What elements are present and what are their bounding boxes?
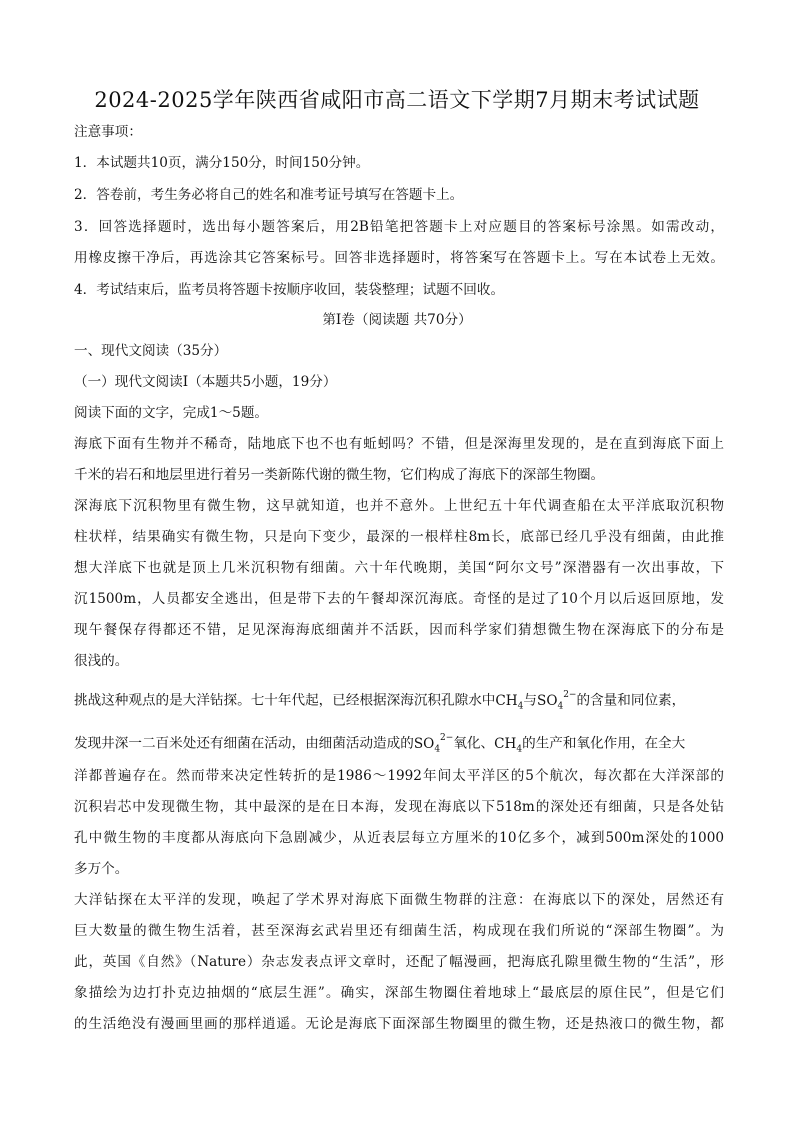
- para-1-line-1: 海底下面有生物并不稀奇，陆地底下也不也有蚯蚓吗？不错，但是深海里发现的，是在直到海底下面上: [74, 436, 724, 452]
- para-2-line-6: 很浅的。: [74, 653, 129, 669]
- para-3-line-2-text-c: 的生产和氧化作用，在全大: [522, 735, 686, 752]
- para-1-line-2: 千米的岩石和地层里进行着另一类新陈代谢的微生物，它们构成了海底下的深部生物圈。: [74, 467, 605, 483]
- para-3-line-2: [74, 730, 724, 759]
- notice-heading: 注意事项：: [74, 124, 142, 140]
- para-3-line-2-text-a: 发现井深一二百米处还有细菌在活动，由细菌活动造成的: [74, 735, 414, 752]
- para-2-line-5: 现午餐保存得都还不错，足见深海海底细菌并不活跃，因而科学家们猜想微生物在深海底下的分布是: [74, 622, 724, 638]
- para-2-line-4: 沉1500m，人员都安全逃出，但是带下去的午餐却深沉海底。奇怪的是过了10个月以后返回原地，发: [74, 591, 724, 607]
- formula-ch4: $CH_4$: [494, 735, 523, 755]
- para-3-line-4: 沉积岩芯中发现微生物，其中最深的是在日本海，发现在海底以下518m的深处还有细菌，只是各处钻: [74, 799, 724, 815]
- formula-so4: $SO_4^{2-}$: [537, 690, 577, 712]
- notice-item-1: 1．本试题共10页，满分150分，时间150分钟。: [74, 155, 370, 171]
- formula-ch4: $CH_4$: [495, 692, 524, 712]
- notice-item-3-line-1: 3．回答选择题时，选出每小题答案后，用2B铅笔把答题卡上对应题目的答案标号涂黑。如需改动，: [74, 219, 724, 235]
- para-3-line-6: 多万个。: [74, 861, 129, 877]
- para-2-line-2: 柱状样，结果确实有微生物，只是向下变少，最深的一根样柱8m长，底部已经几乎没有细菌，由此推: [74, 529, 724, 545]
- para-2-line-1: 深海底下沉积物里有微生物，这早就知道，也并不意外。上世纪五十年代调查船在太平洋底取沉积物: [74, 498, 724, 514]
- document-title: 2024-2025学年陕西省咸阳市高二语文下学期7月期末考试试题: [94, 88, 700, 112]
- volume-heading: 第Ⅰ卷（阅读题 共70分）: [322, 312, 472, 328]
- section-heading-modern-reading: 一、现代文阅读（35分）: [74, 343, 228, 359]
- subsection-heading-reading-1: （一）现代文阅读Ⅰ（本题共5小题，19分）: [74, 374, 337, 390]
- para-4-line-2: 巨大数量的微生物生活着，甚至深海玄武岩里还有细菌生活，构成现在我们所说的“深部生物圈”。为: [74, 923, 724, 939]
- notice-item-2: 2．答卷前，考生务必将自己的姓名和准考证号填写在答题卡上。: [74, 187, 464, 203]
- para-4-line-1: 大洋钻探在太平洋的发现，唤起了学术界对海底下面微生物群的注意：在海底以下的深处，居然还有: [74, 892, 724, 908]
- para-3-line-3: 洋都普遍存在。然而带来决定性转折的是1986～1992年间太平洋区的5个航次，每次都在大洋深部的: [74, 768, 724, 784]
- para-3-line-2-text-b: 氧化、: [453, 735, 495, 752]
- reading-instruction: 阅读下面的文字，完成1～5题。: [74, 405, 269, 421]
- para-2-line-3: 想大洋底下也就是顶上几米沉积物有细菌。六十年代晚期，美国“阿尔文号”深潜器有一次出事故，下: [74, 560, 724, 576]
- para-3-line-5: 孔中微生物的丰度都从海底向下急剧减少，从近表层每立方厘米的10亿多个，减到500m深处的1000: [74, 830, 724, 846]
- para-4-line-5: 的生活绝没有漫画里画的那样逍遥。无论是海底下面深部生物圈里的微生物，还是热液口的微生物，都: [74, 1016, 724, 1032]
- para-3-line-1-text-b: 的含量和同位素，: [576, 692, 686, 709]
- para-3-line-1: [74, 687, 724, 716]
- para-3-line-1-text-a: 挑战这种观点的是大洋钻探。七十年代起，已经根据深海沉积孔隙水中: [74, 692, 496, 709]
- para-4-line-3: 此，英国《自然》（Nature）杂志发表点评文章时，还配了幅漫画，把海底孔隙里微生物的“生活”，形: [74, 954, 724, 970]
- notice-item-3-line-2: 用橡皮擦干净后，再选涂其它答案标号。回答非选择题时，将答案写在答题卡上。写在本试卷上无效。: [74, 250, 724, 266]
- para-3-line-1-connector: 与: [523, 692, 537, 709]
- notice-item-4: 4．考试结束后，监考员将答题卡按顺序收回，装袋整理；试题不回收。: [74, 282, 505, 298]
- para-4-line-4: 象描绘为边打扑克边抽烟的“底层生涯”。确实，深部生物圈住着地球上“最底层的原住民”，但是它们: [74, 985, 724, 1001]
- formula-so4: $SO_4^{2-}$: [413, 733, 454, 755]
